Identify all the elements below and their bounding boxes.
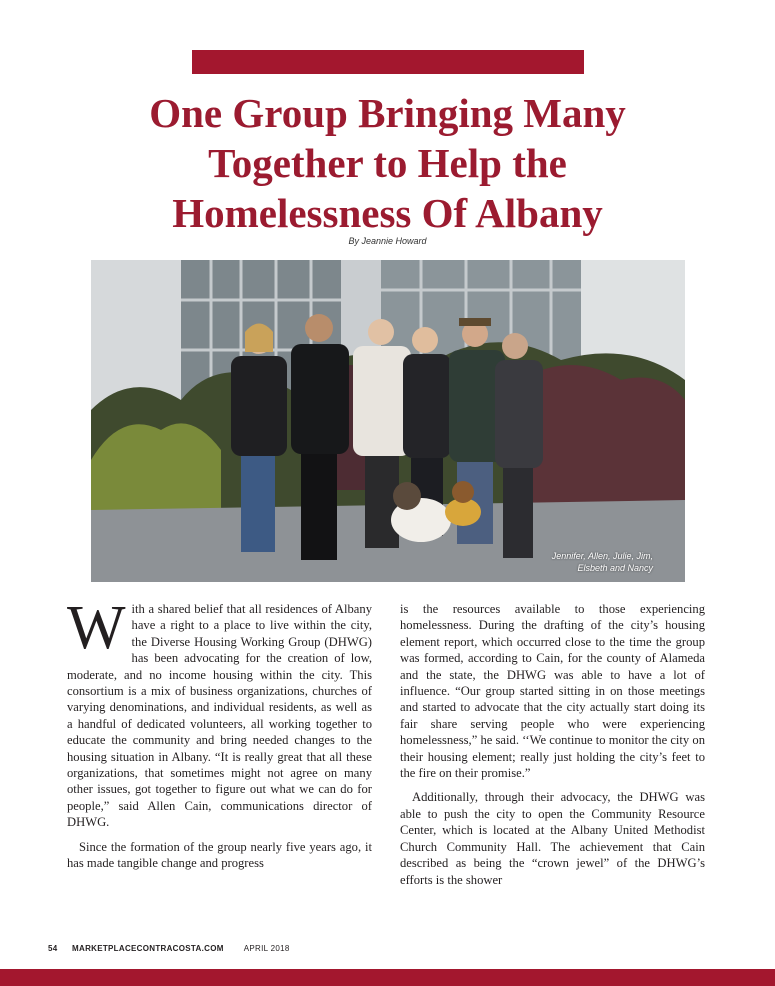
- article-headline: [60, 88, 715, 238]
- article-column-right: [400, 601, 705, 888]
- headline-line-1: One Group Bringing Many: [149, 90, 626, 136]
- body-paragraph: [67, 594, 372, 831]
- photo-caption-line-2: Elsbeth and Nancy: [577, 563, 653, 573]
- drop-cap: W: [67, 594, 126, 662]
- body-paragraph: is the resources available to those experiencing homelessness. During the drafting of the city’s housing element report, which occurred close to the time the group was formed, according to Cain, for the county of Alameda and the state, the DHWG was able to have a lot of influence. “Our group started sitting in on those meetings and started to advocate that the city actually start doing its fair share serving people who were experiencing homelessness,” he said. ‘‘We continue to monitor the city on their housing element; really just holding the city’s feet to the fire on their promise.”: [400, 602, 705, 781]
- top-accent-bar: [192, 50, 584, 74]
- group-photo: [91, 260, 685, 582]
- page-footer: [48, 944, 290, 953]
- issue-date: APRIL 2018: [243, 944, 290, 953]
- article-byline: By Jeannie Howard: [348, 236, 427, 246]
- page-number: 54: [48, 944, 58, 953]
- body-paragraph-text: ith a shared belief that all residences of Albany have a right to a place to live within the city, the Diverse Housing Working Group (DHWG) has been advocating for the creation of low, moderate, and no income housing within the city. This consortium is a mix of business organizations, churches of varying denominations, and individual residents, as well as a handful of dedicated volunteers, all working together to educate the community and bring needed changes to the housing situation in Albany. “It is really great that all these organizations, that sometimes might not agree on many other issues, got together to figure out what we can do for people,” said Allen Cain, communications director of DHWG.: [67, 602, 372, 830]
- website-link[interactable]: MARKETPLACECONTRACOSTA.COM: [72, 944, 224, 953]
- headline-line-3: Homelessness Of Albany: [172, 190, 603, 236]
- photo-caption-line-1: Jennifer, Allen, Julie, Jim,: [551, 551, 653, 561]
- headline-line-2: Together to Help the: [208, 140, 567, 186]
- group-photo-illustration: [91, 260, 685, 582]
- bottom-accent-bar: [0, 969, 775, 986]
- photo-caption: [552, 550, 653, 574]
- body-paragraph: Additionally, through their advocacy, the DHWG was able to push the city to open the Community Resource Center, which is located at the Albany United Methodist Church Community Hall. The achievement that Cain described as being the “crown jewel” of the DHWG’s efforts is the shower: [400, 790, 705, 887]
- body-paragraph: Since the formation of the group nearly five years ago, it has made tangible change and progress: [67, 839, 372, 871]
- article-column-left: [67, 594, 372, 872]
